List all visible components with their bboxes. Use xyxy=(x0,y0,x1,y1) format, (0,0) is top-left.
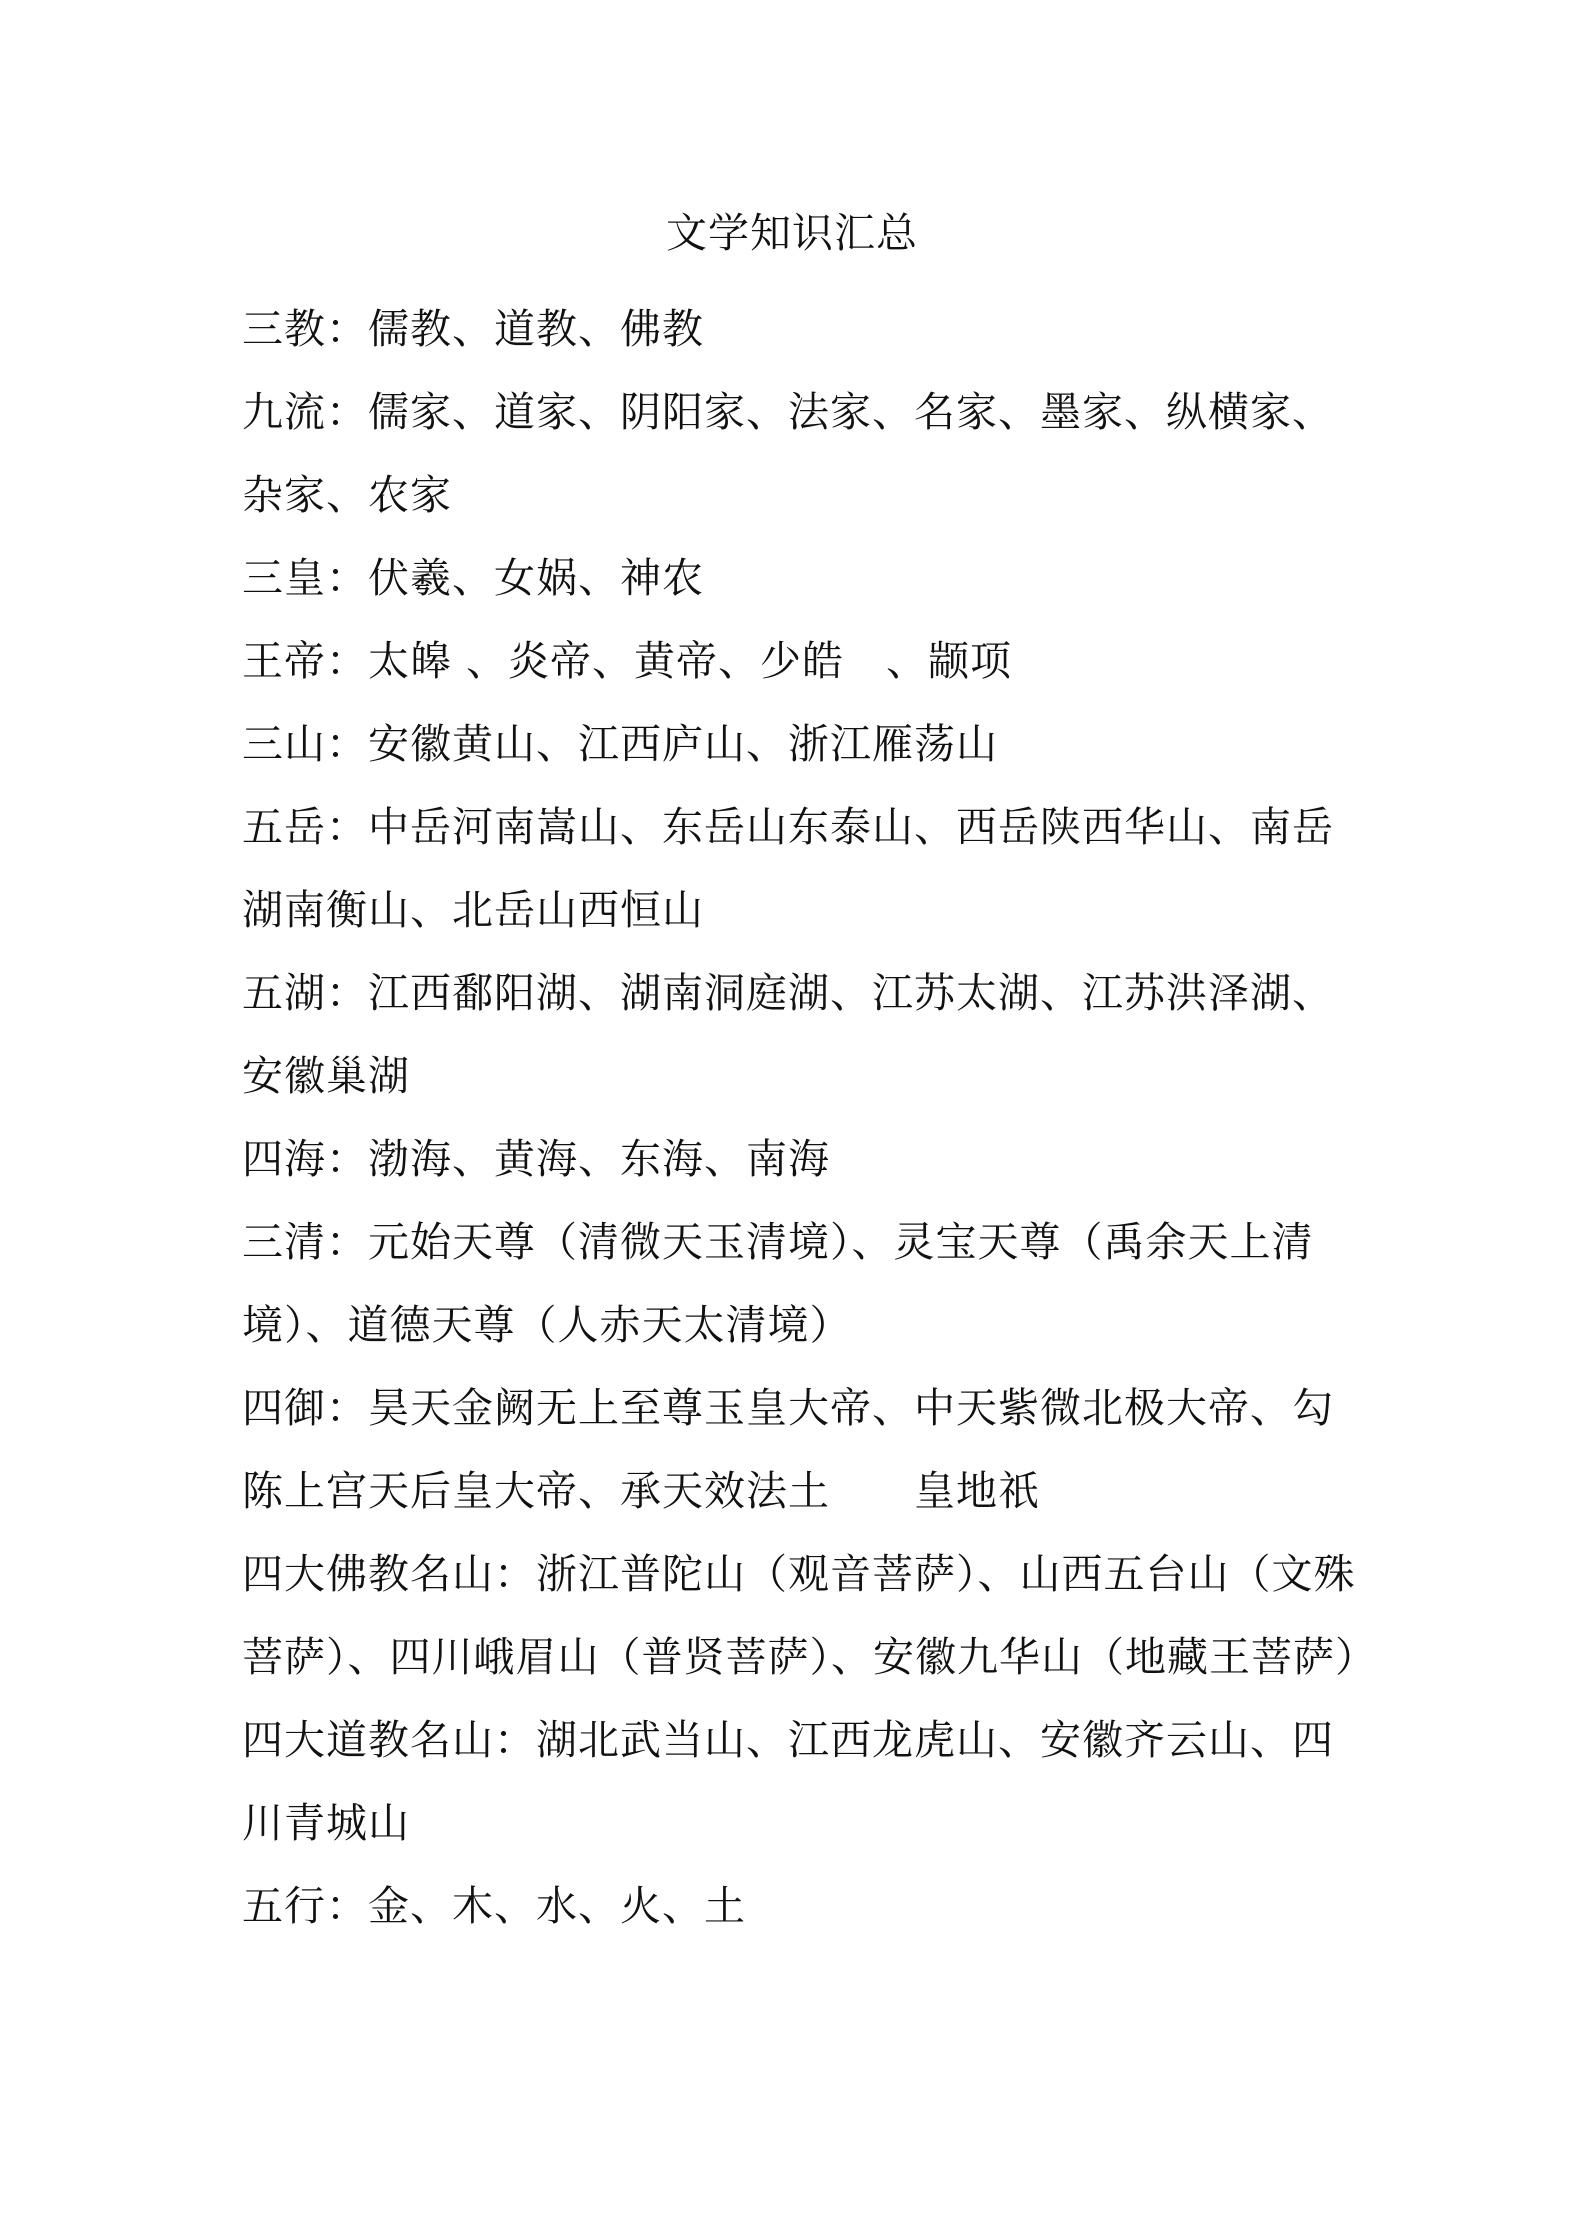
entry-four-sovereigns: 四御：昊天金阙无上至尊玉皇大帝、中天紫微北极大帝、勾陈上宫天后皇大帝、承天效法土 皇地祇 xyxy=(242,1384,1334,1515)
entry-three-pure-ones: 三清：元始天尊（清微天玉清境）、灵宝天尊（禹余天上清境）、道德天尊（人赤天太清境） xyxy=(242,1218,1314,1349)
entry-three-mountains: 三山：安徽黄山、江西庐山、浙江雁荡山 xyxy=(242,720,998,768)
entry-five-lakes: 五湖：江西鄱阳湖、湖南洞庭湖、江苏太湖、江苏洪泽湖、安徽巢湖 xyxy=(242,969,1334,1100)
page-title: 文学知识汇总 xyxy=(666,209,918,257)
entry-three-sovereigns: 三皇：伏羲、女娲、神农 xyxy=(242,554,704,602)
entry-three-teachings: 三教：儒教、道教、佛教 xyxy=(242,305,704,353)
document-body xyxy=(242,288,1377,1948)
entry-nine-schools: 九流：儒家、道家、阴阳家、法家、名家、墨家、纵横家、杂家、农家 xyxy=(242,388,1334,519)
entry-four-seas: 四海：渤海、黄海、东海、南海 xyxy=(242,1135,830,1183)
entry-taoist-mountains: 四大道教名山：湖北武当山、江西龙虎山、安徽齐云山、四川青城山 xyxy=(242,1716,1334,1847)
entry-five-great-mountains: 五岳：中岳河南嵩山、东岳山东泰山、西岳陕西华山、南岳湖南衡山、北岳山西恒山 xyxy=(242,803,1334,934)
entry-buddhist-mountains: 四大佛教名山：浙江普陀山（观音菩萨）、山西五台山（文殊菩萨）、四川峨眉山（普贤菩萨）、安徽九华山（地藏王菩萨） xyxy=(242,1550,1377,1681)
entry-five-elements: 五行：金、木、水、火、土 xyxy=(242,1882,746,1930)
entry-emperors: 王帝：太皞 、炎帝、黄帝、少皓 、颛项 xyxy=(242,637,1013,685)
